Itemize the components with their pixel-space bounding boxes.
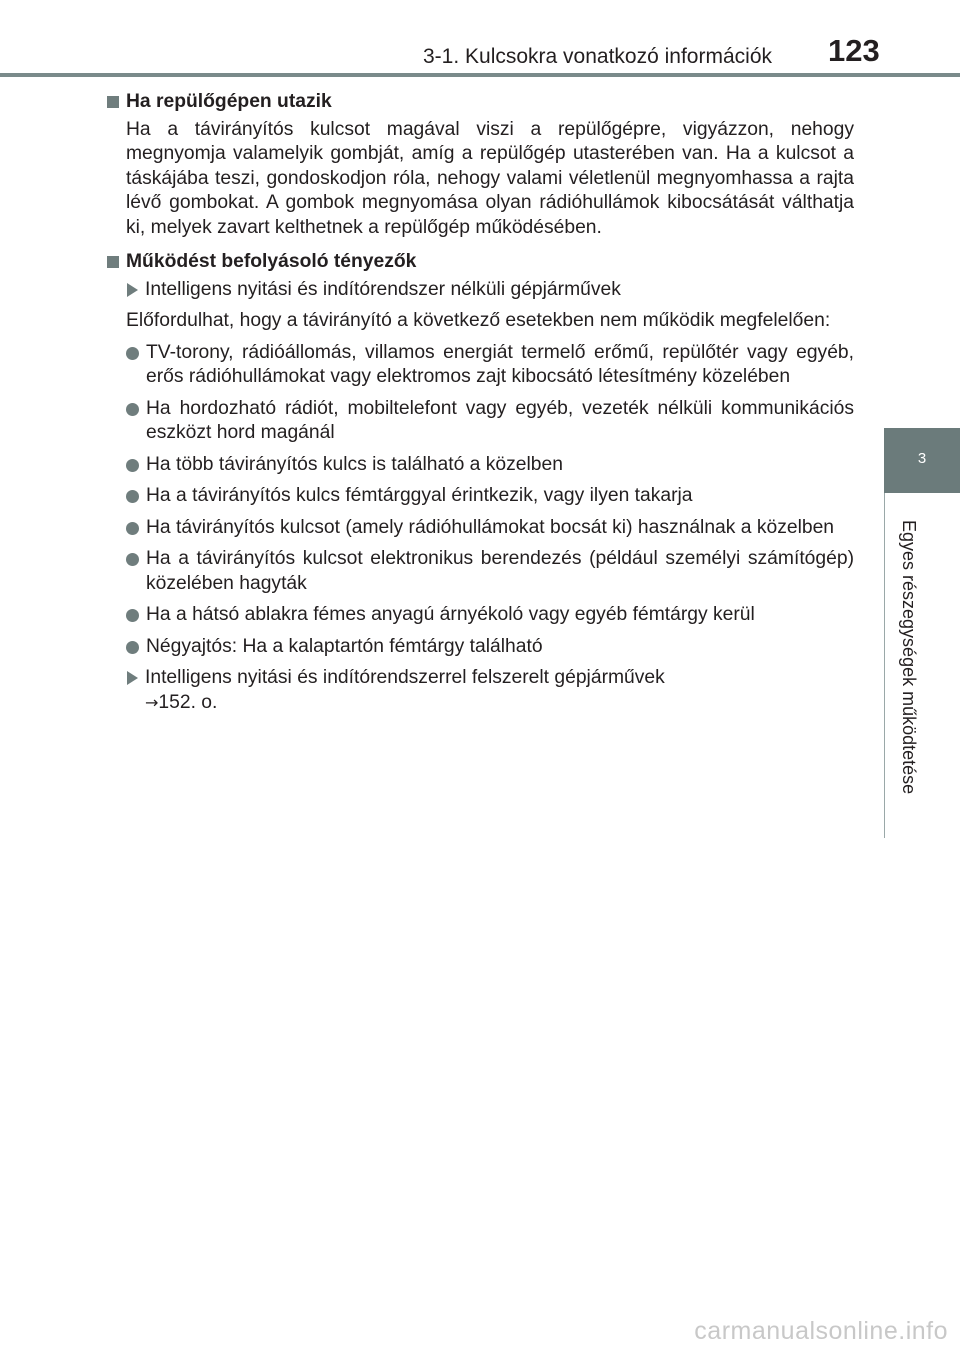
list-item-text: Ha a távirányítós kulcsot elektronikus berendezés (például személyi számítógép) közelében hagyták <box>146 548 854 594</box>
body-paragraph: Ha a távirányítós kulcsot magával viszi a repülőgépre, vigyázzon, nehogy megnyomja valamelyik gombját, amíg a repülőgép utasterében van. Ha a kulcsot a táskájába teszi, gondoskodjon róla, nehogy valami véletlenül megnyomhassa a rajta lévő gombokat. A gombok megnyomása olyan rádióhullámok kibocsátását válthatja ki, melyek zavart kelthetnek a repülőgép működésében. <box>126 118 854 238</box>
page-reference[interactable]: 152. o. <box>158 691 218 713</box>
list-item <box>126 547 854 596</box>
body-paragraph: Előfordulhat, hogy a távirányító a következő esetekben nem működik megfelelően: <box>126 310 831 331</box>
square-bullet-icon <box>107 256 119 268</box>
watermark: carmanualsonline.info <box>694 1317 948 1345</box>
page-content <box>107 90 854 722</box>
subsection-title <box>126 666 854 715</box>
circle-bullet-icon <box>126 641 139 654</box>
list-item-text: Ha távirányítós kulcsot (amely rádióhullámokat bocsát ki) használnak a közelben <box>146 516 835 538</box>
circle-bullet-icon <box>126 522 139 535</box>
list-item <box>126 516 854 541</box>
list-item <box>126 341 854 390</box>
arrow-right-icon: → <box>145 692 159 712</box>
subsection-title <box>126 278 854 303</box>
list-item-text: Négyajtós: Ha a kalaptartón fémtárgy található <box>146 635 543 657</box>
section-heading <box>107 250 854 275</box>
list-item <box>126 484 854 509</box>
page-number: 123 <box>828 33 880 68</box>
subsection-title-text: Intelligens nyitási és indítórendszerrel felszerelt gépjárművek <box>145 667 665 688</box>
section-title: 3-1. Kulcsokra vonatkozó információk <box>423 45 772 68</box>
circle-bullet-icon <box>126 553 139 566</box>
list-item <box>126 603 854 628</box>
subsection-title-text: Intelligens nyitási és indítórendszer nélküli gépjárművek <box>145 278 621 300</box>
list-item-text: Ha a távirányítós kulcs fémtárggyal érintkezik, vagy ilyen takarja <box>146 485 693 506</box>
list-item-text: Ha hordozható rádiót, mobiltelefont vagy egyéb, vezeték nélküli kommunikációs eszközt hord magánál <box>146 397 854 443</box>
list-item <box>126 453 854 478</box>
list-item-text: Ha a hátsó ablakra fémes anyagú árnyékoló vagy egyéb fémtárgy kerül <box>146 604 755 625</box>
heading-text: Működést befolyásoló tényezők <box>126 251 417 272</box>
circle-bullet-icon <box>126 490 139 503</box>
chapter-tab <box>884 428 960 493</box>
circle-bullet-icon <box>126 459 139 472</box>
circle-bullet-icon <box>126 609 139 622</box>
triangle-bullet-icon <box>127 283 138 297</box>
chapter-label: Egyes részegységek működtetése <box>899 520 919 795</box>
heading-text: Ha repülőgépen utazik <box>126 91 332 112</box>
header-divider <box>0 73 960 77</box>
circle-bullet-icon <box>126 347 139 360</box>
list-item <box>126 397 854 446</box>
circle-bullet-icon <box>126 403 139 416</box>
list-item-text: TV-torony, rádióállomás, villamos energiát termelő erőmű, repülőtér vagy egyéb, erős rádióhullámokat vagy elektromos zajt kibocsátó létesítmény közelében <box>146 341 854 387</box>
list-item <box>126 635 854 660</box>
section-heading <box>107 90 854 115</box>
triangle-bullet-icon <box>127 671 138 685</box>
chapter-strip <box>884 493 960 838</box>
chapter-number: 3 <box>917 450 927 467</box>
list-item-text: Ha több távirányítós kulcs is található a közelben <box>146 453 563 475</box>
square-bullet-icon <box>107 96 119 108</box>
